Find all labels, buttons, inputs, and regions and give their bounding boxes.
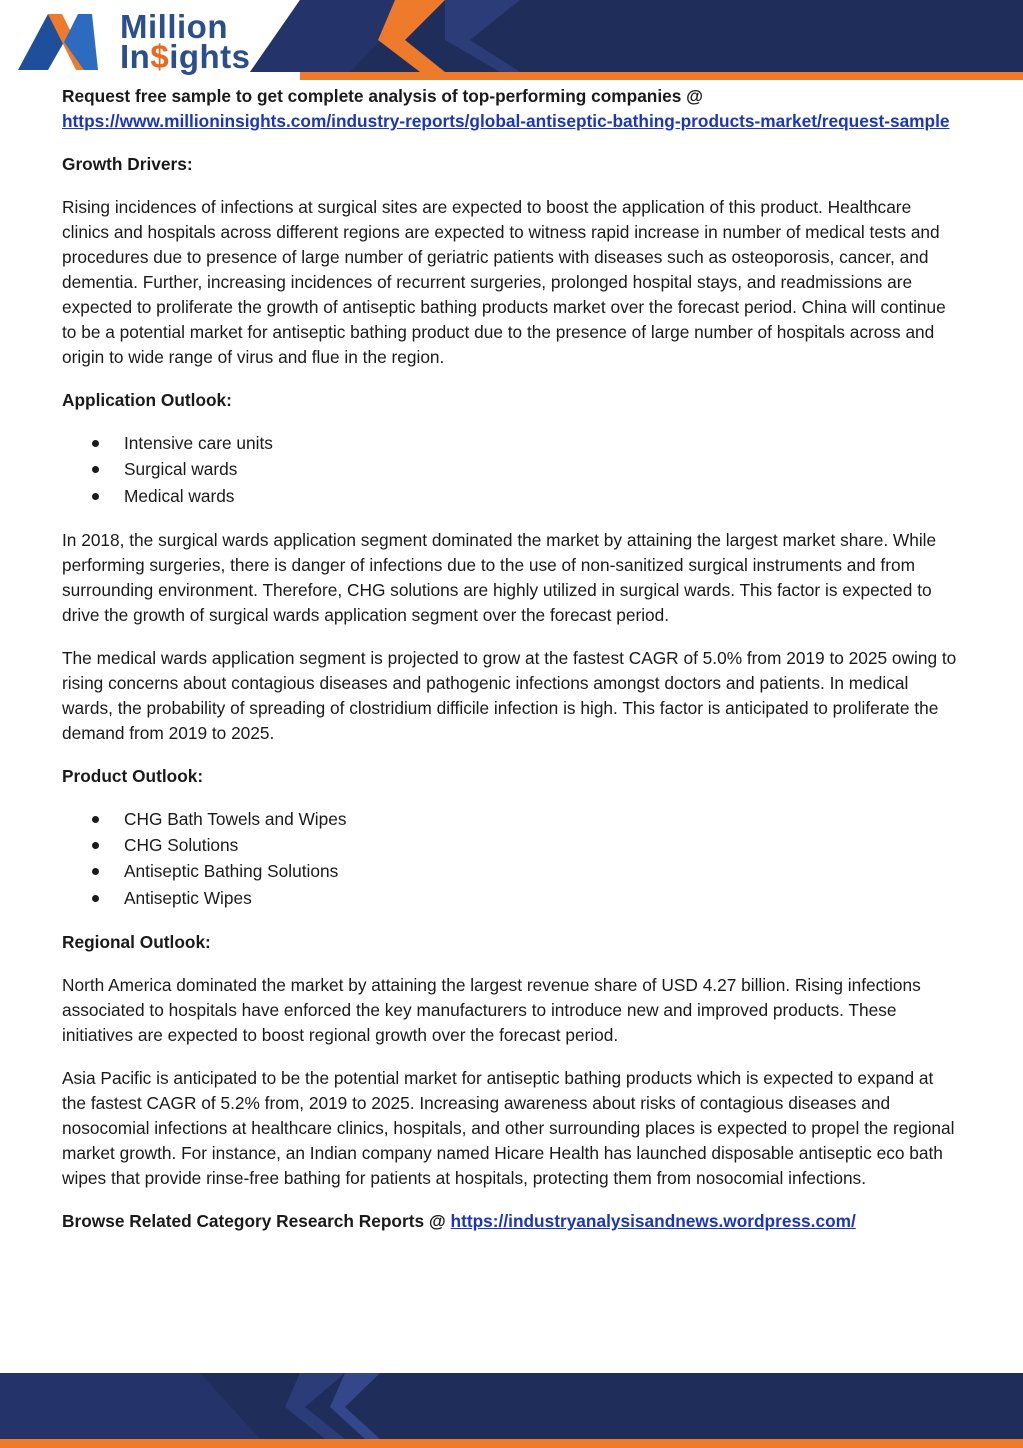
list-item-text: Intensive care units	[124, 433, 273, 453]
related-reports-link[interactable]: https://industryanalysisandnews.wordpress.com/	[450, 1211, 856, 1232]
list-item	[62, 807, 962, 833]
growth-drivers-heading: Growth Drivers:	[62, 154, 193, 174]
bullet-icon	[92, 868, 99, 875]
regional-paragraph-2: Asia Pacific is anticipated to be the potential market for antiseptic bathing products which is expected to expand at the fastest CAGR of 5.2% from, 2019 to 2025. Increasing awareness about risks of contagious diseases and nosocomial infections at healthcare clinics, hospitals, and other surrounding places is expected to propel the regional market growth. For instance, an Indian company named Hicare Health has launched disposable antiseptic eco bath wipes that provide rinse-free bathing for patients at hospitals, protecting them from nosocomial infections.	[62, 1068, 955, 1189]
browse-paragraph	[62, 1209, 962, 1234]
logo-wordmark	[120, 8, 251, 75]
bullet-icon	[92, 466, 99, 473]
list-item-text: CHG Solutions	[124, 835, 239, 856]
list-item	[62, 431, 962, 457]
product-list	[62, 807, 962, 912]
list-item	[62, 484, 962, 510]
list-item-text: Surgical wards	[124, 459, 238, 480]
list-item-text: Antiseptic Wipes	[124, 887, 252, 908]
application-list	[62, 431, 962, 510]
list-item	[62, 859, 962, 885]
logo-mark-icon	[14, 10, 114, 74]
logo-line-2-pre: In	[120, 38, 151, 75]
bullet-icon	[92, 816, 99, 823]
document-body	[62, 84, 962, 1252]
bullet-icon	[92, 440, 99, 447]
footer-banner	[0, 1373, 1023, 1448]
regional-paragraph-1: North America dominated the market by attaining the largest revenue share of USD 4.27 billion. Rising infections associated to hospitals have enforced the key manufacturers to introduce new and improved products. These initiatives are expected to boost regional growth over the forecast period.	[62, 975, 921, 1046]
list-item	[62, 833, 962, 859]
regional-outlook-heading: Regional Outlook:	[62, 932, 211, 953]
intro-paragraph	[62, 84, 962, 134]
request-sample-link[interactable]: https://www.millioninsights.com/industry-reports/global-antiseptic-bathing-products-market/request-sample	[62, 111, 950, 131]
intro-text: Request free sample to get complete analysis of top-performing companies @	[62, 86, 704, 106]
logo-line-2	[120, 38, 251, 75]
bullet-icon	[92, 842, 99, 849]
list-item	[62, 886, 962, 912]
growth-drivers-paragraph: Rising incidences of infections at surgical sites are expected to boost the application of this product. Healthcare clinics and hospitals across different regions are expected to witness rapid increase in number of medical tests and procedures due to presence of large number of geriatric patients with diseases such as osteoporosis, cancer, and dementia. Further, increasing incidences of recurrent surgeries, prolonged hospital stays, and readmissions are expected to proliferate the growth of antiseptic bathing products market over the forecast period. China will continue to be a potential market for antiseptic bathing product due to the presence of large number of hospitals across and origin to wide range of virus and flue in the region.	[62, 197, 946, 367]
list-item	[62, 457, 962, 483]
logo-dollar: $	[150, 38, 170, 75]
footer-graphic	[0, 1373, 1023, 1448]
application-outlook-heading: Application Outlook:	[62, 390, 232, 410]
million-insights-logo[interactable]	[14, 6, 254, 76]
list-item-text: Medical wards	[124, 485, 235, 506]
application-paragraph-2: The medical wards application segment is projected to grow at the fastest CAGR of 5.0% from 2019 to 2025 owing to rising concerns about contagious diseases and pathogenic infections amongst doctors and patients. In medical wards, the probability of spreading of clostridium difficile infection is high. This factor is anticipated to proliferate the demand from 2019 to 2025.	[62, 647, 957, 743]
list-item-text: CHG Bath Towels and Wipes	[124, 808, 347, 829]
list-item-text: Antiseptic Bathing Solutions	[124, 861, 339, 882]
logo-line-2-post: ights	[169, 38, 251, 75]
bullet-icon	[92, 895, 99, 902]
product-outlook-heading: Product Outlook:	[62, 765, 204, 786]
logo-line-1: Million	[120, 8, 228, 45]
bullet-icon	[92, 493, 99, 500]
browse-text: Browse Related Category Research Reports @	[62, 1211, 446, 1232]
application-paragraph-1: In 2018, the surgical wards application segment dominated the market by attaining the largest market share. While performing surgeries, there is danger of infections due to the use of non-sanitized surgical instruments and from surrounding environment. Therefore, CHG solutions are highly utilized in surgical wards. This factor is expected to drive the growth of surgical wards application segment over the forecast period.	[62, 529, 937, 625]
header-banner	[0, 0, 1023, 80]
